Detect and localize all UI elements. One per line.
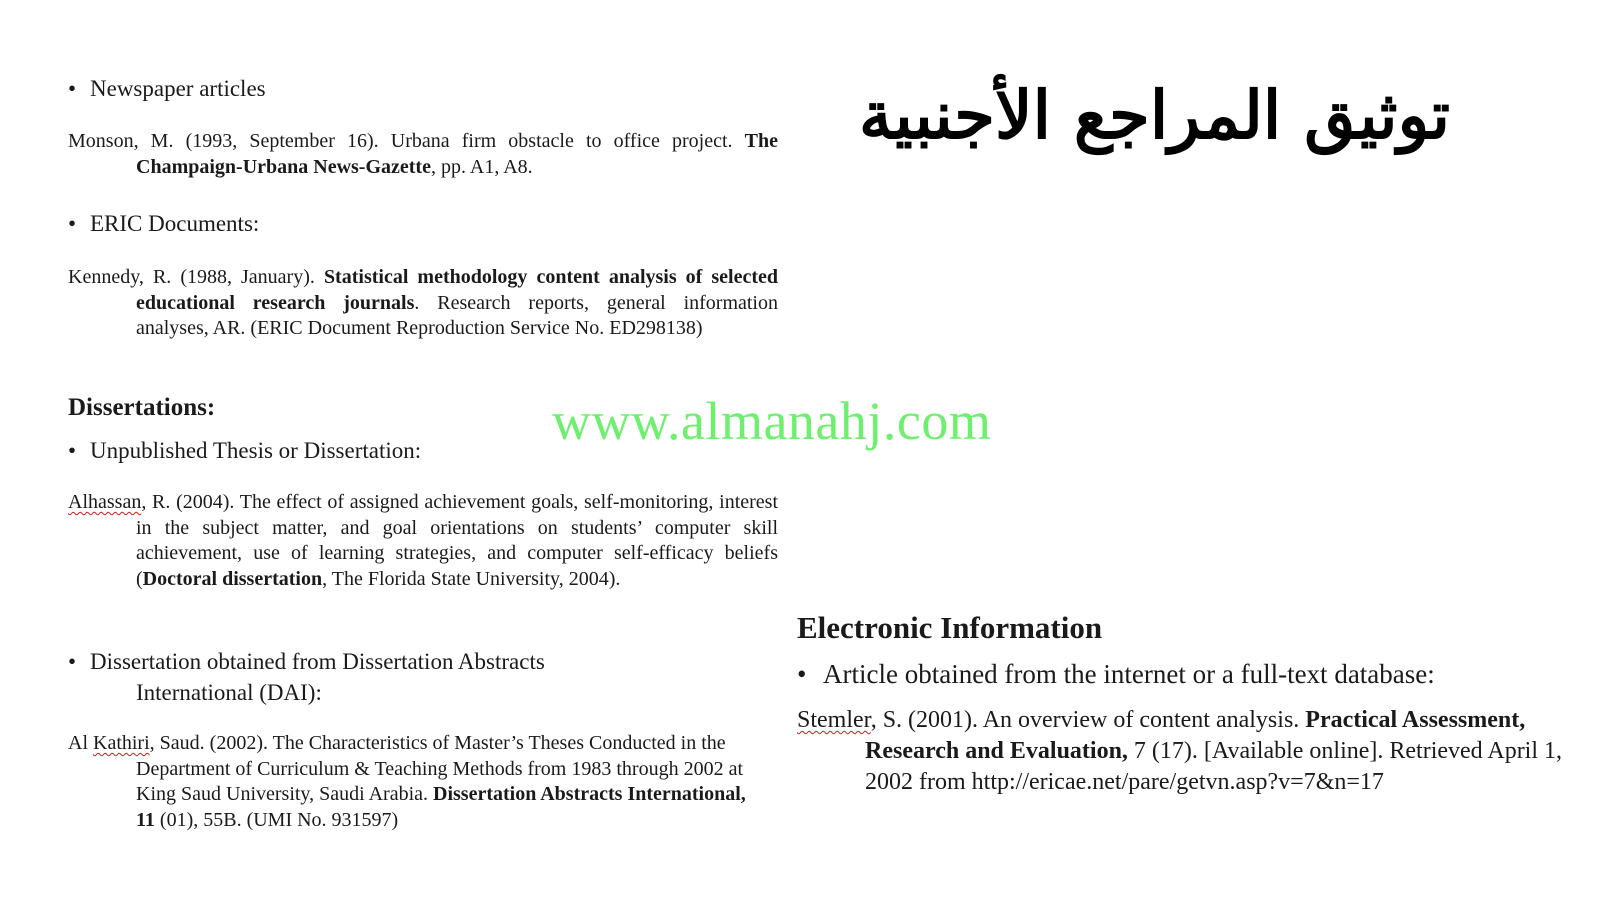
- bullet-dai-continued: International (DAI):: [136, 680, 322, 705]
- ref-text: Kennedy, R. (1988, January).: [68, 266, 324, 288]
- heading-electronic: Electronic Information: [797, 610, 1103, 645]
- ref-text: , Saud. (2002). The Characteristics of Master’s Theses Conducted in the Department of Curriculum & Teaching Methods from 1983 through 2002 at King Saud University, Saudi Arabia.: [136, 732, 744, 805]
- ref-text: (01), 55B. (UMI No. 931597): [154, 808, 399, 831]
- ref-bold: Statistical methodology content analysis of selected educational research journals: [136, 266, 778, 314]
- spellcheck-word: Alhassan: [68, 491, 142, 513]
- ref-bold: Doctoral dissertation: [142, 567, 323, 590]
- reference-electronic: [797, 705, 1575, 798]
- bullet-text: Unpublished Thesis or Dissertation:: [90, 438, 422, 463]
- bullet-dai: [68, 647, 710, 677]
- ref-text: , S. (2001). An overview of content analysis.: [870, 707, 1306, 733]
- bullet-text: Newspaper articles: [90, 76, 266, 101]
- bullet-dot: •: [68, 649, 77, 674]
- reference-dai: [68, 731, 768, 833]
- reference-dissertation: [68, 490, 778, 592]
- bullet-eric: [68, 209, 710, 239]
- bullet-dot: •: [68, 76, 77, 101]
- ref-text: Monson, M. (1993, September 16). Urbana firm obstacle to office project.: [68, 130, 745, 152]
- ref-text: 7 (17). [Available online]. Retrieved April 1, 2002 from http://ericae.net/pare/getvn.asp?v=7&n=17: [865, 738, 1563, 795]
- bullet-text: Dissertation obtained from Dissertation Abstracts: [90, 649, 545, 674]
- bullet-dot: •: [68, 438, 77, 463]
- bullet-text: ERIC Documents:: [90, 211, 260, 236]
- bullet-text: Article obtained from the internet or a full-text database:: [823, 659, 1435, 689]
- spellcheck-word: Stemler: [797, 707, 871, 733]
- bullet-dot: •: [68, 211, 77, 236]
- reference-eric: [68, 265, 778, 342]
- ref-bold: The Champaign-Urbana News-Gazette: [136, 130, 778, 178]
- page-title: توثيق المراجع الأجنبية: [859, 76, 1450, 154]
- ref-text: , The Florida State University, 2004).: [322, 567, 621, 590]
- ref-text: Al: [68, 732, 93, 754]
- ref-text: . Research reports, general information analyses, AR. (ERIC Document Reproduction Service No. ED298138): [136, 291, 778, 339]
- spellcheck-word: Kathiri: [93, 732, 150, 754]
- ref-text: , R. (2004). The effect of assigned achievement goals, self-monitoring, interest in the subject matter, and goal orientations on students’ computer skill achievement, use of learning strategies, and computer self-efficacy beliefs (: [136, 491, 778, 590]
- reference-newspaper: [68, 129, 778, 180]
- watermark: www.almanahj.com: [552, 391, 992, 451]
- ref-text: , pp. A1, A8.: [430, 155, 533, 178]
- ref-bold: Dissertation Abstracts International, 11: [136, 783, 746, 831]
- bullet-electronic: [797, 657, 1537, 691]
- bullet-dot: •: [797, 659, 807, 689]
- heading-dissertations: Dissertations:: [68, 394, 216, 421]
- bullet-newspaper: [68, 74, 710, 104]
- ref-bold: Practical Assessment, Research and Evaluation,: [865, 707, 1526, 764]
